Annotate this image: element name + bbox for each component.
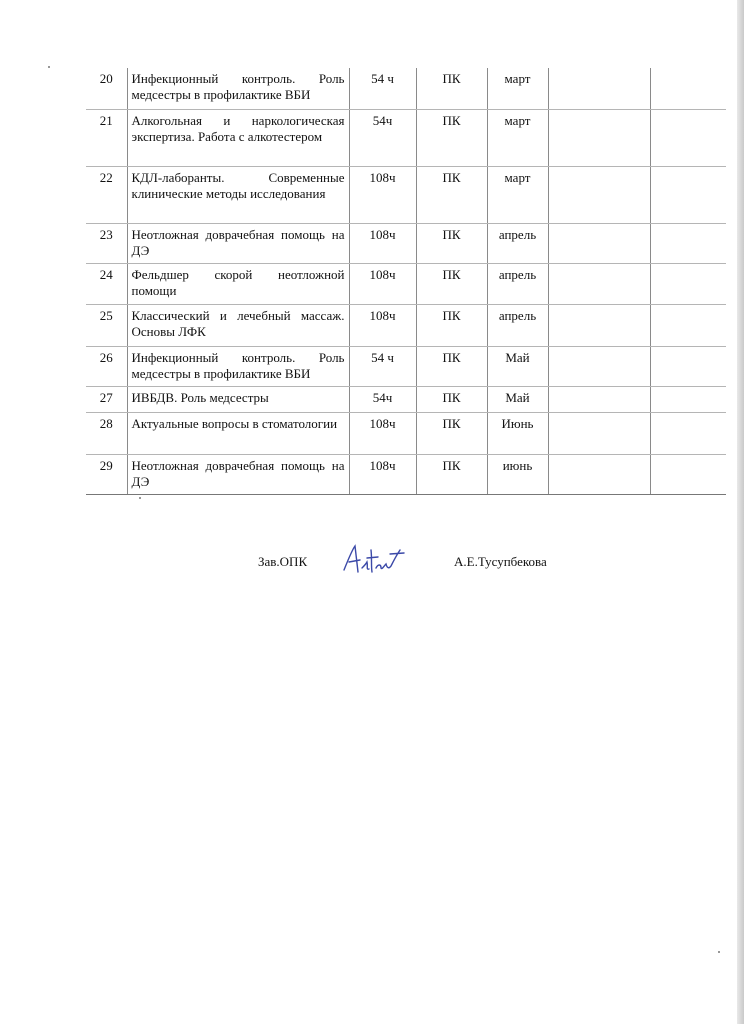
- course-month: Июнь: [487, 412, 548, 454]
- empty-cell: [650, 386, 726, 412]
- empty-cell: [650, 346, 726, 386]
- signature-block: [0, 552, 744, 582]
- course-form: ПК: [416, 346, 487, 386]
- course-form: ПК: [416, 454, 487, 494]
- course-month: апрель: [487, 263, 548, 304]
- course-title: Актуальные вопросы в стоматологии: [127, 412, 349, 454]
- row-number: 20: [86, 68, 127, 109]
- table-row: [86, 454, 726, 494]
- empty-cell: [548, 223, 650, 263]
- table-row: [86, 109, 726, 166]
- course-title: Классический и лечебный массаж. Основы ЛФК: [127, 304, 349, 346]
- course-title: КДЛ-лаборанты. Современные клинические методы исследования: [127, 166, 349, 223]
- row-number: 24: [86, 263, 127, 304]
- course-title: Неотложная доврачебная помощь на ДЭ: [127, 223, 349, 263]
- course-hours: 54 ч: [349, 346, 416, 386]
- course-form: ПК: [416, 166, 487, 223]
- empty-cell: [650, 304, 726, 346]
- row-number: 26: [86, 346, 127, 386]
- course-month: Май: [487, 386, 548, 412]
- empty-cell: [548, 412, 650, 454]
- row-number: 28: [86, 412, 127, 454]
- empty-cell: [548, 304, 650, 346]
- table-row: [86, 263, 726, 304]
- course-hours: 54 ч: [349, 68, 416, 109]
- empty-cell: [650, 68, 726, 109]
- row-number: 27: [86, 386, 127, 412]
- course-form: ПК: [416, 263, 487, 304]
- course-form: ПК: [416, 68, 487, 109]
- empty-cell: [650, 263, 726, 304]
- course-month: июнь: [487, 454, 548, 494]
- course-month: март: [487, 109, 548, 166]
- course-plan-table: [86, 68, 726, 495]
- course-month: март: [487, 68, 548, 109]
- empty-cell: [548, 109, 650, 166]
- empty-cell: [650, 109, 726, 166]
- empty-cell: [548, 263, 650, 304]
- course-title: Фельдшер скорой неотложной помощи: [127, 263, 349, 304]
- empty-cell: [548, 386, 650, 412]
- course-title: Инфекционный контроль. Роль медсестры в профилактике ВБИ: [127, 346, 349, 386]
- course-hours: 108ч: [349, 166, 416, 223]
- course-month: апрель: [487, 304, 548, 346]
- course-title: Неотложная доврачебная помощь на ДЭ: [127, 454, 349, 494]
- course-title: ИВБДВ. Роль медсестры: [127, 386, 349, 412]
- course-form: ПК: [416, 109, 487, 166]
- empty-cell: [548, 454, 650, 494]
- course-title: Алкогольная и наркологическая экспертиза. Работа с алкотестером: [127, 109, 349, 166]
- course-month: Май: [487, 346, 548, 386]
- course-hours: 54ч: [349, 386, 416, 412]
- empty-cell: [548, 68, 650, 109]
- row-number: 21: [86, 109, 127, 166]
- course-form: ПК: [416, 304, 487, 346]
- course-month: апрель: [487, 223, 548, 263]
- course-form: ПК: [416, 386, 487, 412]
- scan-speck: [139, 497, 141, 499]
- course-form: ПК: [416, 223, 487, 263]
- course-hours: 108ч: [349, 454, 416, 494]
- row-number: 23: [86, 223, 127, 263]
- course-hours: 108ч: [349, 304, 416, 346]
- scan-page-edge: [737, 0, 744, 1024]
- course-hours: 108ч: [349, 263, 416, 304]
- table-row: [86, 386, 726, 412]
- empty-cell: [548, 166, 650, 223]
- table-row: [86, 223, 726, 263]
- table-row: [86, 304, 726, 346]
- row-number: 22: [86, 166, 127, 223]
- table-row: [86, 68, 726, 109]
- course-form: ПК: [416, 412, 487, 454]
- course-hours: 54ч: [349, 109, 416, 166]
- table-row: [86, 412, 726, 454]
- empty-cell: [548, 346, 650, 386]
- row-number: 29: [86, 454, 127, 494]
- scan-speck: [718, 951, 720, 953]
- row-number: 25: [86, 304, 127, 346]
- course-hours: 108ч: [349, 412, 416, 454]
- course-hours: 108ч: [349, 223, 416, 263]
- handwritten-signature: [338, 542, 408, 578]
- empty-cell: [650, 166, 726, 223]
- scan-speck: [48, 66, 50, 68]
- signer-position: Зав.ОПК: [258, 554, 308, 569]
- table-row: [86, 166, 726, 223]
- course-month: март: [487, 166, 548, 223]
- empty-cell: [650, 454, 726, 494]
- signer-name: А.Е.Тусупбекова: [454, 554, 547, 569]
- table-row: [86, 346, 726, 386]
- course-title: Инфекционный контроль. Роль медсестры в профилактике ВБИ: [127, 68, 349, 109]
- empty-cell: [650, 412, 726, 454]
- empty-cell: [650, 223, 726, 263]
